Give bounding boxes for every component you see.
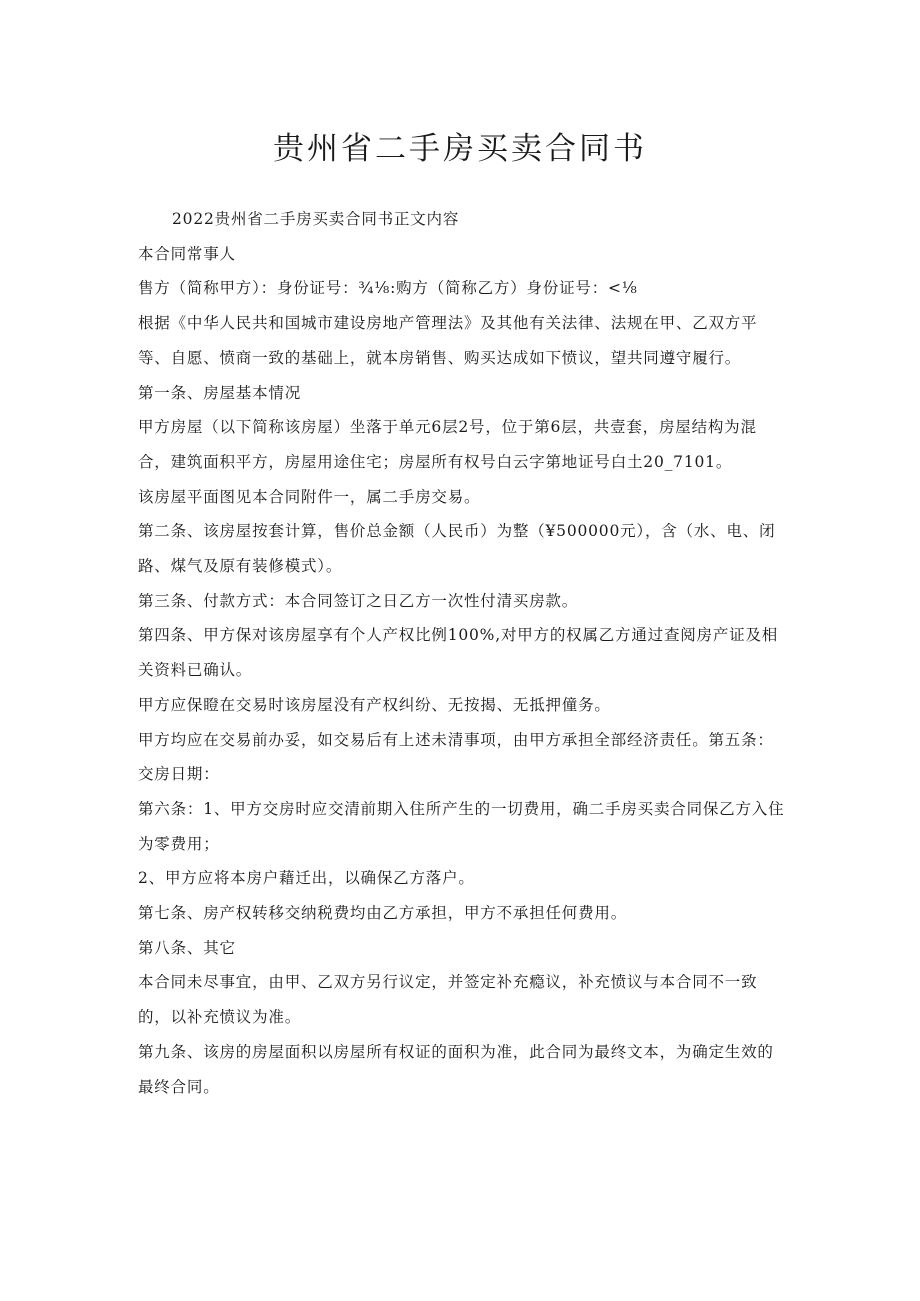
liability-paragraph: 甲方均应在交易前办妥，如交易后有上述未清事项，由甲方承担全部经济责任。第五条：交房日期：: [138, 730, 774, 784]
article-1-heading: 第一条、房屋基本情况: [138, 383, 302, 402]
intro-line: 2022贵州省二手房买卖合同书正文内容: [172, 210, 460, 228]
article-6-paragraph: 第六条：1、甲方交房时应交清前期入住所产生的一切费用，确二手房买卖合同保乙方入住为零费用；: [138, 799, 785, 853]
document-body: [138, 202, 786, 1104]
article-6-item-2: 2、甲方应将本房户藉迁出，以确保乙方落户。: [138, 869, 475, 888]
parties-line: 售方（简称甲方）：身份证号：¾⅛:购方（简称乙方）身份证号：<⅛: [138, 279, 638, 298]
article-8-heading: 第八条、其它: [138, 938, 236, 957]
article-9-paragraph: 第九条、该房的房屋面积以房屋所有权证的面积为准，此合同为最终文本，为确定生效的最终合同。: [138, 1042, 774, 1096]
article-4-paragraph: 第四条、甲方保对该房屋享有个人产权比例100%,对甲方的权属乙方通过查阅房产证及相关资料已确认。: [138, 626, 779, 680]
article-2-paragraph: 第二条、该房屋按套计算，售价总金额（人民币）为整（¥500000元），含（水、电、闭路、煤气及原有装修模式）。: [138, 522, 776, 576]
document-title: 贵州省二手房买卖合同书: [273, 131, 647, 167]
article-1-floorplan-line: 该房屋平面图见本合同附件一，属二手房交易。: [138, 487, 481, 506]
preamble-paragraph: 根据《中华人民共和国城市建设房地产管理法》及其他有关法律、法规在甲、乙双方平等、自愿、愤商一致的基础上，就本房销售、购买达成如下愤议，望共同遵守履行。: [138, 314, 758, 367]
article-7-paragraph: 第七条、房产权转移交纳税费均由乙方承担，甲方不承担任何费用。: [138, 904, 628, 923]
article-3-paragraph: 第三条、付款方式：本合同签订之日乙方一次性付清买房款。: [138, 591, 579, 610]
parties-heading: 本合同常事人: [138, 244, 236, 263]
article-1-paragraph: 甲方房屋（以下简称该房屋）坐落于单元6层2号，位于第6层，共壹套，房屋结构为混合，建筑面积平方，房屋用途住宅；房屋所有权号白云字第地证号白土20_7101。: [138, 418, 757, 471]
article-8-paragraph: 本合同未尽事宜，由甲、乙双方另行议定，并签定补充瘾议，补充愤议与本合同不一致的，以补充愤议为准。: [138, 973, 758, 1027]
guarantee-paragraph: 甲方应保瞪在交易时该房屋没有产权纠纷、无按揭、无抵押僮务。: [138, 695, 611, 714]
